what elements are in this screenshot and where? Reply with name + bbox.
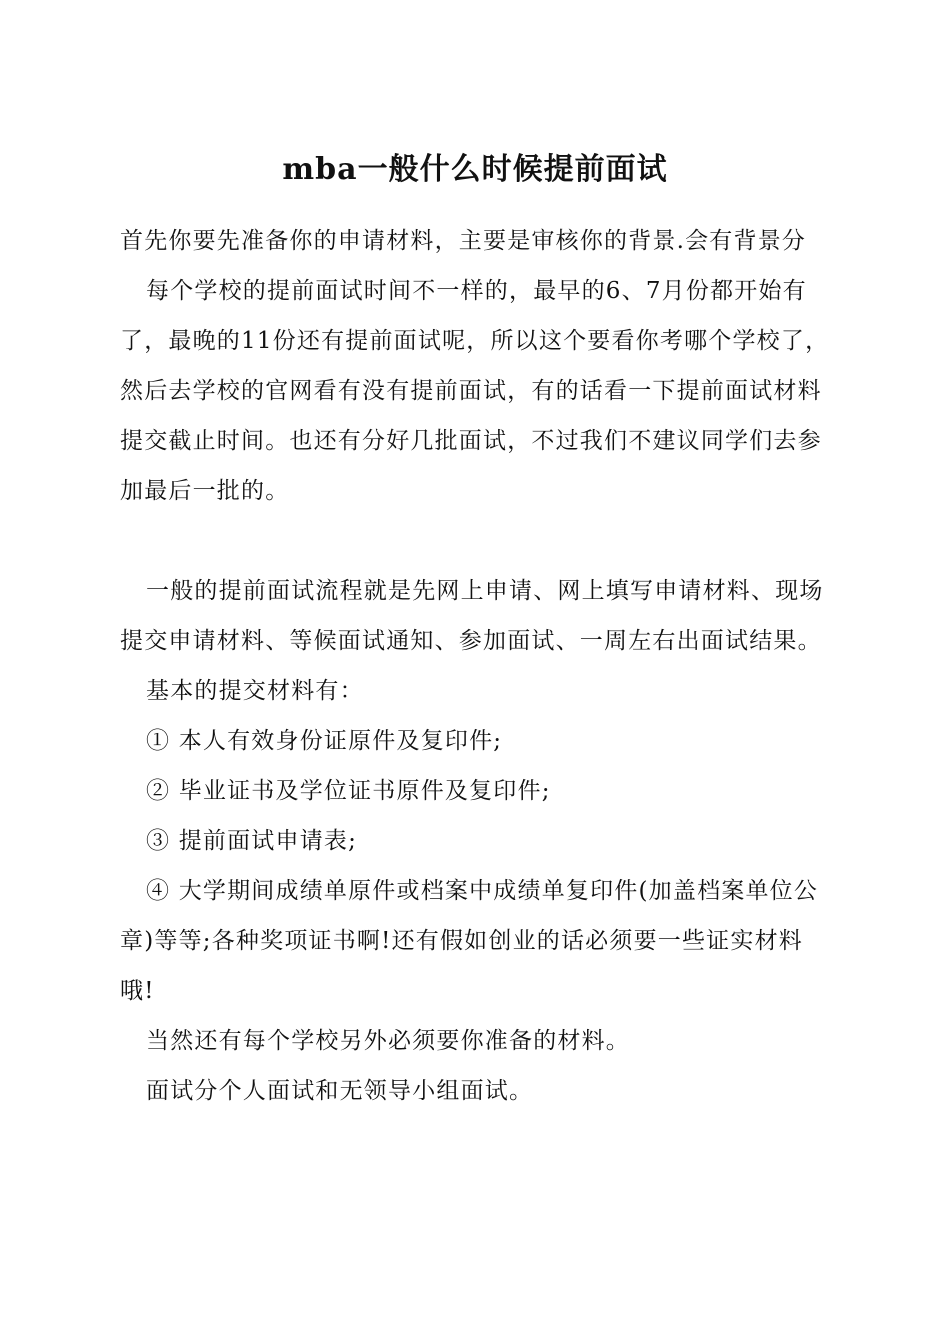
document-body (120, 216, 832, 1116)
document-title: mba一般什么时候提前面试 (282, 152, 668, 187)
list-item-diploma: ② 毕业证书及学位证书原件及复印件; (146, 778, 551, 804)
paragraph-spacer (120, 516, 832, 566)
list-item-id-card: ① 本人有效身份证原件及复印件; (146, 728, 503, 754)
list-item-application-form: ③ 提前面试申请表; (146, 828, 358, 854)
paragraph-materials-heading: 基本的提交材料有： (146, 678, 364, 704)
paragraph-interview-types: 面试分个人面试和无领导小组面试。 (146, 1078, 534, 1104)
paragraph-intro: 首先你要先准备你的申请材料，主要是审核你的背景.会有背景分 (120, 228, 807, 254)
paragraph-extra-materials: 当然还有每个学校另外必须要你准备的材料。 (146, 1028, 630, 1054)
list-item-transcript: ④ 大学期间成绩单原件或档案中成绩单复印件(加盖档案单位公章)等等;各种奖项证书啊!还有假如创业的话必须要一些证实材料哦! (120, 878, 819, 1004)
paragraph-process: 一般的提前面试流程就是先网上申请、网上填写申请材料、现场提交申请材料、等候面试通知、参加面试、一周左右出面试结果。 (120, 578, 824, 654)
paragraph-timing: 每个学校的提前面试时间不一样的，最早的6、7月份都开始有了，最晚的11份还有提前面试呢，所以这个要看你考哪个学校了，然后去学校的官网看有没有提前面试，有的话看一下提前面试材料提交截止时间。也还有分好几批面试，不过我们不建议同学们去参加最后一批的。 (120, 278, 830, 504)
